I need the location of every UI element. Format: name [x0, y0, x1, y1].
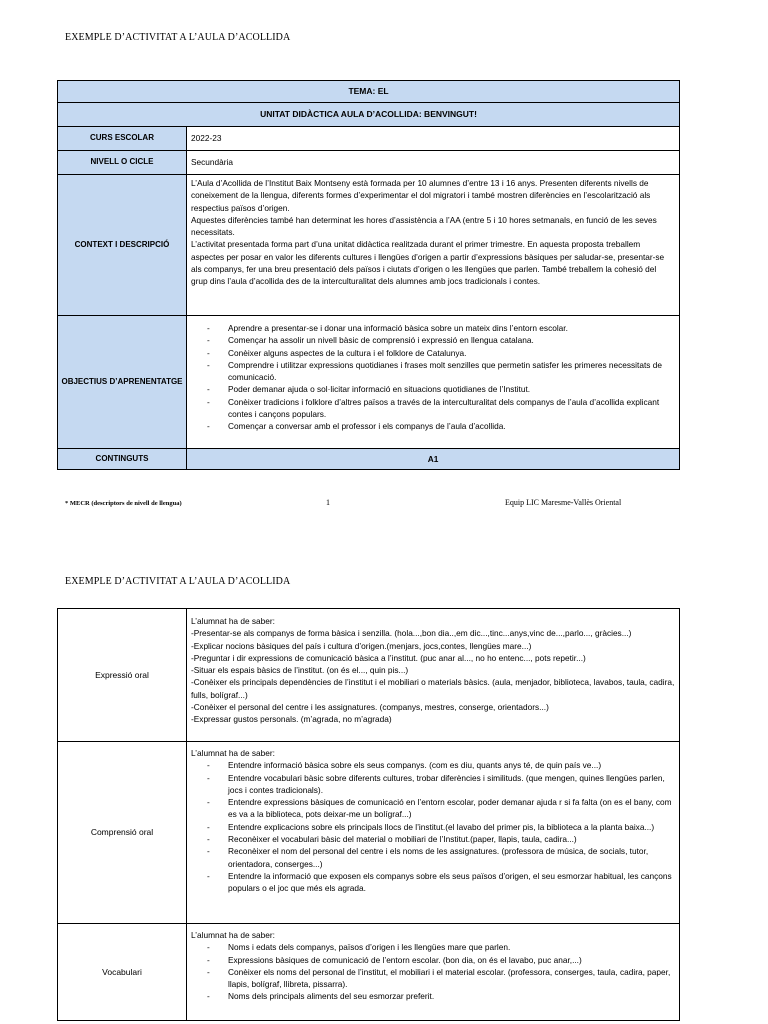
comprensio-oral-list [191, 759, 675, 894]
vocabulari-label: Vocabulari [58, 924, 187, 1021]
list-item: -Preguntar i dir expressions de comunicació bàsica a l’institut. (puc anar al..., no ho entenc..., pots repetir...) [191, 652, 586, 663]
objectiu-item: - Conèixer tradicions i folklore d’altres països a través de la interculturalitat dels companys de l’aula d’acollida explicant contes i cançons populars. [191, 396, 675, 421]
expressio-oral-content [187, 609, 680, 742]
document-header: EXEMPLE D’ACTIVITAT A L’AULA D’ACOLLIDA [65, 576, 291, 587]
list-item: -Situar els espais bàsics de l’institut. (on és el..., quin pis...) [191, 665, 409, 676]
vocabulari-list [191, 941, 675, 1002]
document-header: EXEMPLE D’ACTIVITAT A L’AULA D’ACOLLIDA [65, 32, 291, 43]
list-item: - Noms i edats dels companys, països d’origen i les llengües mare que parlen. [191, 941, 675, 953]
comprensio-oral-label: Comprensió oral [58, 742, 187, 924]
context-description [187, 175, 680, 316]
skills-table [57, 608, 680, 1021]
expressio-oral-list [191, 627, 675, 725]
objectiu-item: - Comprendre i utilitzar expressions quotidianes i frases molt senzilles que permetin satisfer les primeres necessitats de comunicació. [191, 359, 675, 384]
context-paragraph: L’activitat presentada forma part d’una unitat didàctica realitzada durant el primer trimestre. En aquesta proposta treballem aspectes per posar en valor les diferents cultures i llengües d’origen a partir d’expressions bàsiques per saludar-se, presentar-se als companys, fer una breu presentació dels països i ciutats d’origen o les llengües que parlen. També treballem la cohesió del grup dins l’aula d’acollida des de la interculturalitat dels alumnes amb jocs tradicionals i contes. [191, 239, 665, 287]
objectiu-item: - Poder demanar ajuda o sol·licitar informació en situacions quotidianes de l’Institut. [191, 383, 675, 395]
list-item: - Expressions bàsiques de comunicació de l’entorn escolar. (bon dia, on és el lavabo, puc anar,...) [191, 954, 675, 966]
list-item: - Entendre explicacions sobre els principals llocs de l’institut.(el lavabo del primer pis, la biblioteca a la planta baixa...) [191, 821, 675, 833]
footer-credit: Equip LIC Maresme-Vallès Oriental [505, 498, 622, 507]
list-item: - Entendre vocabulari bàsic sobre diferents cultures, trobar diferències i similituds. (que mengen, quines llengües parlen, jocs i contes tradicionals). [191, 772, 675, 797]
objectiu-item: - Conèixer alguns aspectes de la cultura i el folklore de Catalunya. [191, 347, 675, 359]
vocabulari-content [187, 924, 680, 1021]
continguts-value: A1 [187, 449, 680, 470]
curs-value: 2022-23 [187, 127, 680, 151]
objectius-list [191, 322, 675, 433]
list-item: - Conèixer els noms del personal de l’institut, el mobiliari i el material escolar. (professora, conserges, taula, cadira, paper, llapis, bolígraf, llibreta, pissarra). [191, 966, 675, 991]
unit-table [57, 80, 680, 470]
context-paragraph: Aquestes diferències també han determinat les hores d’assistència a l’AA (entre 5 i 10 hores setmanals, en funció de les seves necessitats. [191, 214, 657, 238]
list-item: - Entendre informació bàsica sobre els seus companys. (com es diu, quants anys té, de quin país ve...) [191, 759, 675, 771]
list-item: - Entendre la informació que exposen els companys sobre els seus països d’origen, el seu esmorzar habitual, les cançons populars o el joc que més els agrada. [191, 870, 675, 895]
list-item: - Reconèixer el vocabulari bàsic del material o mobiliari de l’Institut.(paper, llapis, taula, cadira...) [191, 833, 675, 845]
curs-label: CURS ESCOLAR [58, 127, 187, 151]
nivell-label: NIVELL O CICLE [58, 151, 187, 175]
objectiu-item: - Començar ha assolir un nivell bàsic de comprensió i expressió en llengua catalana. [191, 334, 675, 346]
expressio-oral-label: Expressió oral [58, 609, 187, 742]
list-item: - Noms dels principals aliments del seu esmorzar preferit. [191, 990, 675, 1002]
list-item: - Reconèixer el nom del personal del centre i els noms de les assignatures. (professora de música, de socials, tutor, orientadora, conserges...) [191, 845, 675, 870]
list-item: -Presentar-se als companys de forma bàsica i senzilla. (hola...,bon dia..,em dic...,tinc...anys,vinc de...,parlo..., gràcies...) [191, 628, 632, 639]
intro-text: L’alumnat ha de saber: [191, 748, 275, 758]
comprensio-oral-content [187, 742, 680, 924]
list-item: - Entendre expressions bàsiques de comunicació en l’entorn escolar, poder demanar ajuda r si fa falta (on es el bany, com es va a la biblioteca, pots deixar-me un bolígraf...) [191, 796, 675, 821]
objectius-label: OBJECTIUS D’APRENENTATGE [58, 316, 187, 449]
context-paragraph: L’Aula d’Acollida de l’Institut Baix Montseny està formada per 10 alumnes d’entre 13 i 16 anys. Presenten diferents nivells de coneixement de la llengua, diferents formes d’experimentar el dol migratori i també mostren diferències en l’escolarització als respectius països d’origen. [191, 178, 651, 213]
list-item: -Expressar gustos personals. (m’agrada, no m’agrada) [191, 714, 392, 725]
unitat-cell: UNITAT DIDÀCTICA AULA D’ACOLLIDA: BENVINGUT! [58, 103, 680, 127]
intro-text: L’alumnat ha de saber: [191, 616, 275, 626]
tema-cell: TEMA: EL [58, 81, 680, 103]
list-item: -Explicar nocions bàsiques del país i cultura d’origen.(menjars, jocs,contes, llengües mare...) [191, 640, 532, 651]
objectius-list-cell [187, 316, 680, 449]
context-label: CONTEXT I DESCRIPCIÓ [58, 175, 187, 316]
intro-text: L’alumnat ha de saber: [191, 930, 275, 940]
list-item: -Conèixer els principals dependències de l’institut i el mobiliari o materials bàsics. (aula, menjador, biblioteca, lavabos, taula, cadira, fulls, bolígraf...) [191, 677, 675, 700]
objectiu-item: - Començar a conversar amb el professor i els companys de l’aula d’acollida. [191, 420, 675, 432]
footer-note: * MECR (descriptors de nivell de llengua) [65, 500, 182, 507]
nivell-value: Secundària [187, 151, 680, 175]
page-number: 1 [326, 498, 330, 507]
objectiu-item: - Aprendre a presentar-se i donar una informació bàsica sobre un mateix dins l’entorn escolar. [191, 322, 675, 334]
list-item: -Conèixer el personal del centre i les assignatures. (companys, mestres, conserge, orientadors...) [191, 702, 549, 713]
continguts-label: CONTINGUTS [58, 449, 187, 470]
